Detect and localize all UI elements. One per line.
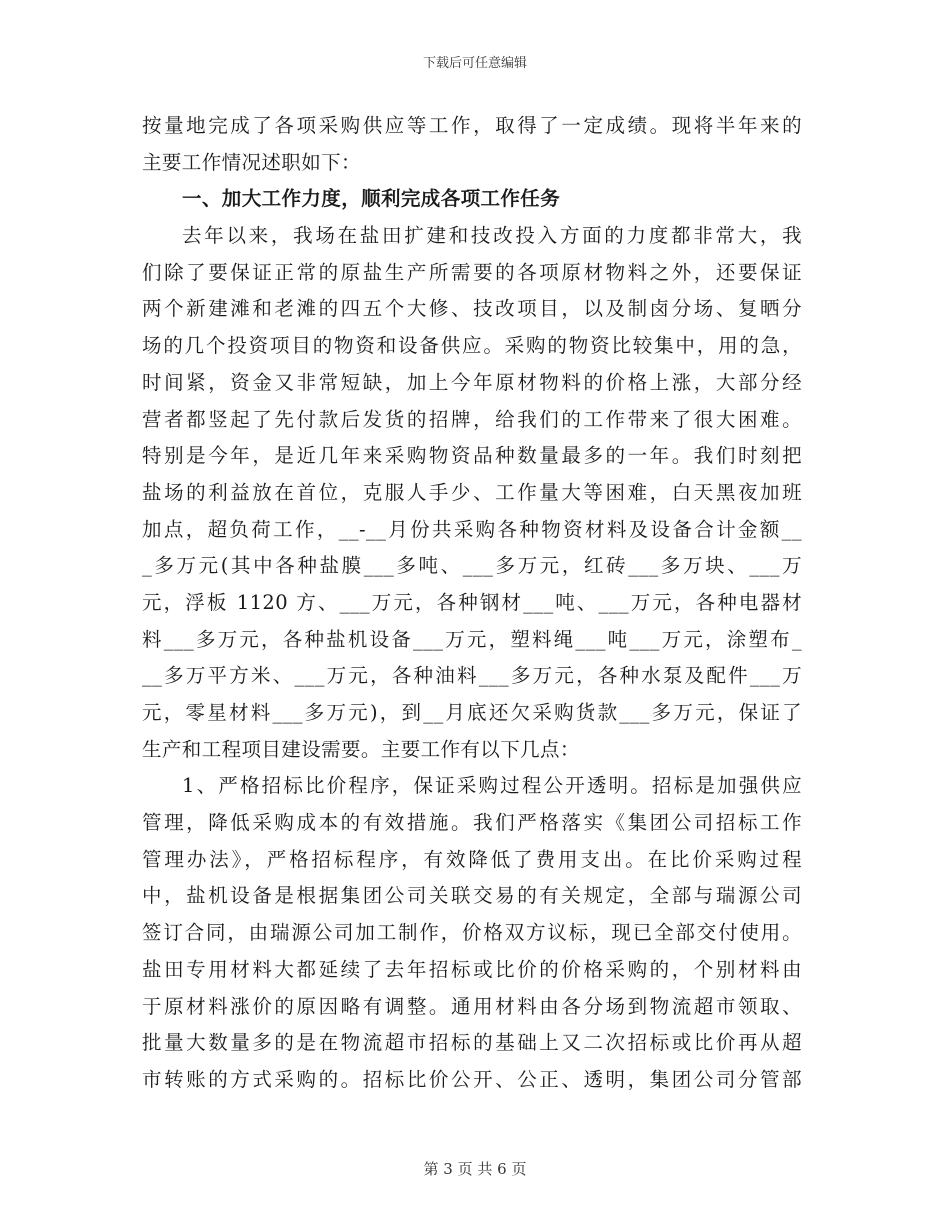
text-line: 营者都竖起了先付款后发货的招牌，给我们的工作带来了很大困难。 (142, 407, 802, 431)
text-line: 中，盐机设备是根据集团公司关联交易的有关规定，全部与瑞源公司 (142, 884, 802, 908)
page-header: 下载后可任意编辑 (422, 56, 527, 71)
text-line: 盐场的利益放在首位，克服人手少、工作量大等困难，白天黑夜加班 (142, 480, 802, 504)
document-body (142, 108, 802, 1099)
text-line: 元，浮板 1120 方、___万元，各种钢材___吨、___万元，各种电器材 (142, 590, 802, 614)
text-line: 按量地完成了各项采购供应等工作，取得了一定成绩。现将半年来的 (142, 114, 802, 137)
text-line: 盐田专用材料大都延续了去年招标或比价的价格采购的，个别材料由 (142, 957, 802, 981)
text-line: 生产和工程项目建设需要。主要工作有以下几点： (142, 737, 580, 761)
text-line: 去年以来，我场在盐田扩建和技改投入方面的力度都非常大，我 (182, 224, 802, 248)
text-line: 市转账的方式采购的。招标比价公开、公正、透明，集团公司分管部 (142, 1067, 802, 1091)
text-line: 于原材料涨价的原因略有调整。通用材料由各分场到物流超市领取、 (142, 994, 802, 1018)
text-line: 两个新建滩和老滩的四五个大修、技改项目，以及制卤分场、复晒分 (142, 297, 802, 321)
text-line: __多万平方米、___万元，各种油料___多万元，各种水泵及配件___万 (142, 664, 802, 688)
text-line: 元，零星材料___多万元)，到__月底还欠采购货款___多万元，保证了 (142, 701, 802, 724)
text-line: 管理，降低采购成本的有效措施。我们严格落实《集团公司招标工作 (142, 811, 802, 835)
text-line: 管理办法》，严格招标程序，有效降低了费用支出。在比价采购过程 (142, 847, 802, 871)
text-line: 场的几个投资项目的物资和设备供应。采购的物资比较集中，用的急， (142, 334, 802, 358)
section-heading: 一、加大工作力度，顺利完成各项工作任务 (182, 187, 561, 211)
text-line: _多万元(其中各种盐膜___多吨、___多万元，红砖___多万块、___万 (142, 554, 802, 578)
page-footer: 第 3 页 共 6 页 (423, 1160, 527, 1178)
text-line: 批量大数量多的是在物流超市招标的基础上又二次招标或比价再从超 (142, 1031, 802, 1055)
text-line: 特别是今年，是近几年来采购物资品种数量最多的一年。我们时刻把 (142, 444, 802, 468)
text-line: 签订合同，由瑞源公司加工制作，价格双方议标，现已全部交付使用。 (142, 921, 802, 945)
text-line: 们除了要保证正常的原盐生产所需要的各项原材物料之外，还要保证 (142, 260, 802, 284)
text-line: 主要工作情况述职如下： (142, 150, 361, 174)
text-line: 料___多万元，各种盐机设备___万元，塑料绳___吨___万元，涂塑布_ (142, 627, 802, 651)
text-line: 1、严格招标比价程序，保证采购过程公开透明。招标是加强供应 (182, 774, 802, 798)
text-line: 加点，超负荷工作，__-__月份共采购各种物资材料及设备合计金额__ (142, 517, 802, 541)
text-line: 时间紧，资金又非常短缺，加上今年原材物料的价格上涨，大部分经 (142, 370, 802, 394)
